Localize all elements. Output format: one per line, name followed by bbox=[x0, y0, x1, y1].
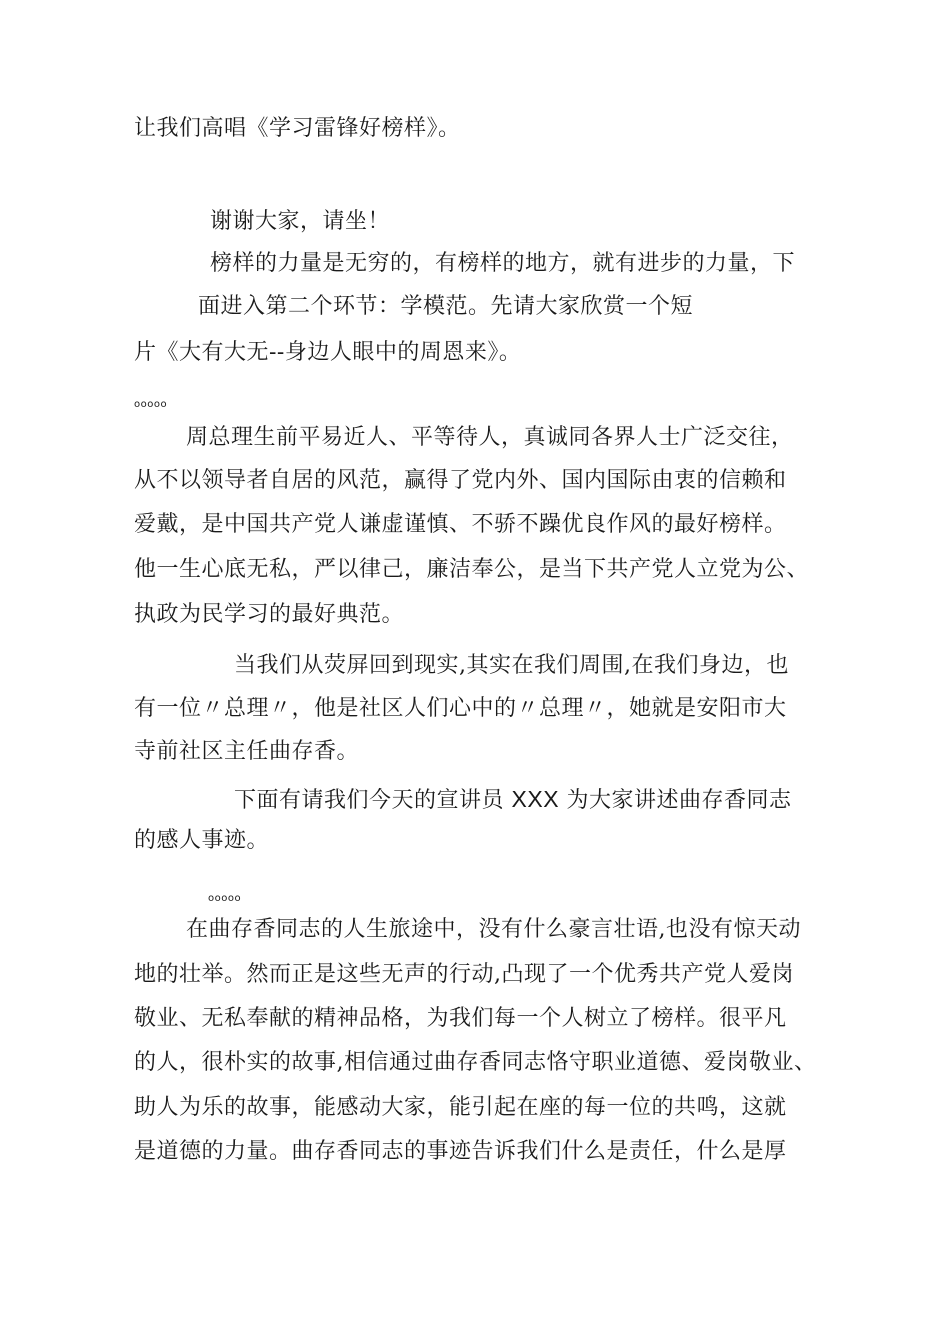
text-line: 谢谢大家，请坐！ bbox=[210, 209, 391, 234]
text-line: 是道德的力量。曲存香同志的事迹告诉我们什么是责任，什么是厚 bbox=[134, 1139, 787, 1164]
text-line: 寺前社区主任曲存香。 bbox=[134, 739, 360, 764]
text-line: 面进入第二个环节：学模范。先请大家欣赏一个短 bbox=[198, 294, 694, 319]
text-line: 爱戴，是中国共产党人谦虚谨慎、不骄不躁优良作风的最好榜样。 bbox=[134, 512, 787, 537]
text-segment: 为大家讲述曲存香同志 bbox=[566, 788, 792, 813]
text-line: 从不以领导者自居的风范，赢得了党内外、国内国际由衷的信赖和 bbox=[134, 468, 787, 493]
separator-mark: ooooo bbox=[134, 399, 168, 410]
text-line: 助人为乐的故事，能感动大家，能引起在座的每一位的共鸣，这就 bbox=[134, 1095, 787, 1120]
text-line: 片《大有大无--身边人眼中的周恩来》。 bbox=[134, 340, 522, 365]
text-segment: 下面有请我们今天的宣讲员 bbox=[234, 788, 505, 813]
text-line bbox=[234, 784, 792, 816]
text-line: 当我们从荧屏回到现实,其实在我们周围,在我们身边，也 bbox=[234, 653, 789, 678]
text-line: 在曲存香同志的人生旅途中，没有什么豪言壮语,也没有惊天动 bbox=[186, 917, 801, 942]
text-line: 执政为民学习的最好典范。 bbox=[134, 602, 405, 627]
separator-mark: ooooo bbox=[208, 893, 242, 904]
text-line: 的感人事迹。 bbox=[134, 828, 270, 853]
text-line: 有一位〃总理〃，他是社区人们心中的〃总理〃，她就是安阳市大 bbox=[134, 696, 787, 721]
text-line: 周总理生前平易近人、平等待人，真诚同各界人士广泛交往， bbox=[186, 425, 794, 450]
text-line: 让我们高唱《学习雷锋好榜样》。 bbox=[134, 116, 461, 141]
text-line: 敬业、无私奉献的精神品格，为我们每一个人树立了榜样。很平凡 bbox=[134, 1006, 787, 1031]
speaker-name-placeholder: XXX bbox=[511, 786, 560, 812]
text-line: 他一生心底无私，严以律己，廉洁奉公，是当下共产党人立党为公、 bbox=[134, 557, 810, 582]
text-line: 地的壮举。然而正是这些无声的行动,凸现了一个优秀共产党人爱岗 bbox=[134, 962, 794, 987]
text-line: 榜样的力量是无穷的，有榜样的地方，就有进步的力量，下 bbox=[210, 251, 796, 276]
text-line: 的人，很朴实的故事,相信通过曲存香同志恪守职业道德、爱岗敬业、 bbox=[134, 1050, 817, 1075]
